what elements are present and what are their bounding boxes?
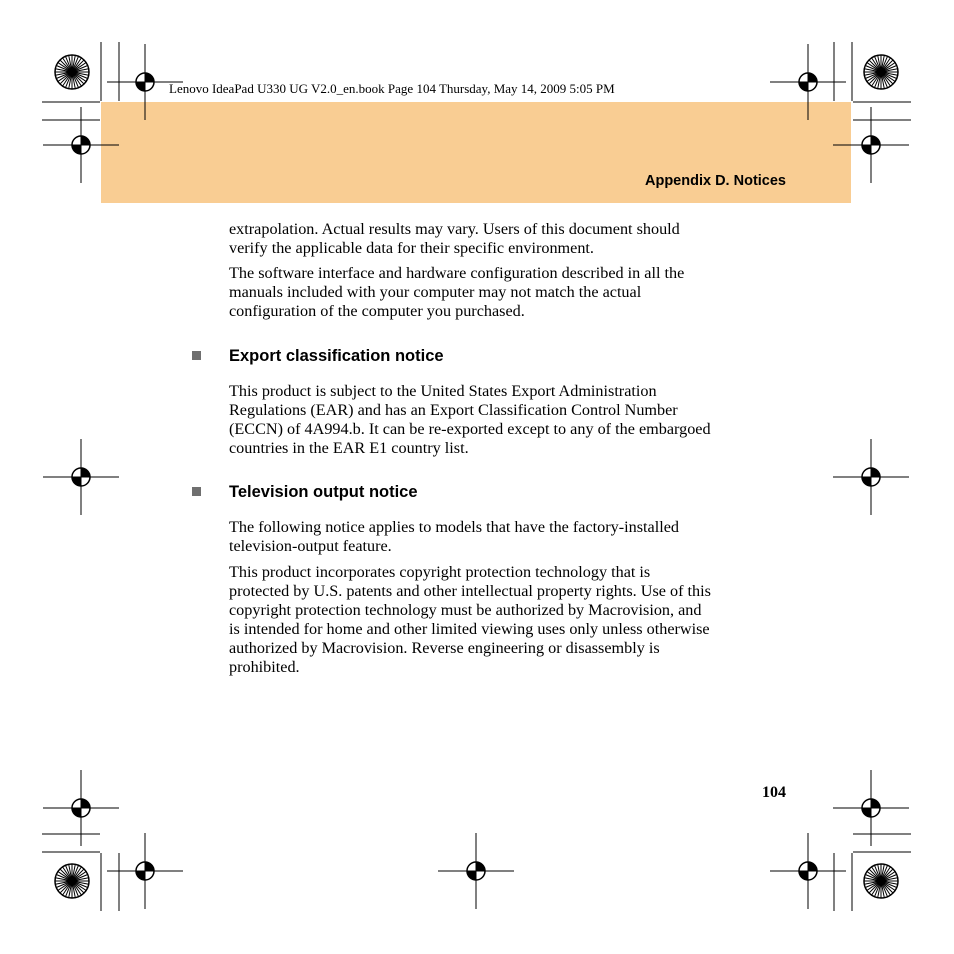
registration-mark-icon [107,833,183,909]
registration-mark-icon [770,833,846,909]
starburst-mark-icon [864,55,898,89]
text-line: authorized by Macrovision. Reverse engineering or disassembly is [229,639,660,657]
text-line: copyright protection technology must be authorized by Macrovision, and [229,601,702,619]
registration-mark-icon [770,44,846,120]
text-line: extrapolation. Actual results may vary. Users of this document should [229,220,680,238]
text-line: manuals included with your computer may not match the actual [229,283,642,301]
text-line: prohibited. [229,658,300,676]
registration-mark-icon [43,770,119,846]
starburst-mark-icon [864,864,898,898]
section-title: Export classification notice [229,347,444,365]
text-line: (ECCN) of 4A994.b. It can be re-exported except to any of the embargoed [229,420,711,438]
registration-mark-icon [43,439,119,515]
chapter-title: Appendix D. Notices [645,173,786,189]
registration-mark-icon [43,107,119,183]
text-line: verify the applicable data for their specific environment. [229,239,594,257]
print-info-line: Lenovo IdeaPad U330 UG V2.0_en.book Page 104 Thursday, May 14, 2009 5:05 PM [169,81,615,96]
text-line: protected by U.S. patents and other intellectual property rights. Use of this [229,582,711,600]
registration-mark-icon [438,833,514,909]
text-line: Regulations (EAR) and has an Export Classification Control Number [229,401,678,419]
registration-mark-icon [833,770,909,846]
text-line: The following notice applies to models that have the factory-installed [229,518,679,536]
text-line: This product is subject to the United States Export Administration [229,382,657,400]
registration-mark-icon [833,107,909,183]
starburst-mark-icon [55,55,89,89]
text-line: This product incorporates copyright protection technology that is [229,563,651,581]
starburst-mark-icon [55,864,89,898]
page-number: 104 [762,784,786,801]
text-line: configuration of the computer you purchased. [229,302,525,320]
registration-mark-icon [107,44,183,120]
text-line: The software interface and hardware configuration described in all the [229,264,685,282]
section-title: Television output notice [229,483,418,501]
text-line: television-output feature. [229,537,392,555]
text-line: countries in the EAR E1 country list. [229,439,469,457]
registration-mark-icon [833,439,909,515]
text-line: is intended for home and other limited viewing uses only unless otherwise [229,620,710,638]
